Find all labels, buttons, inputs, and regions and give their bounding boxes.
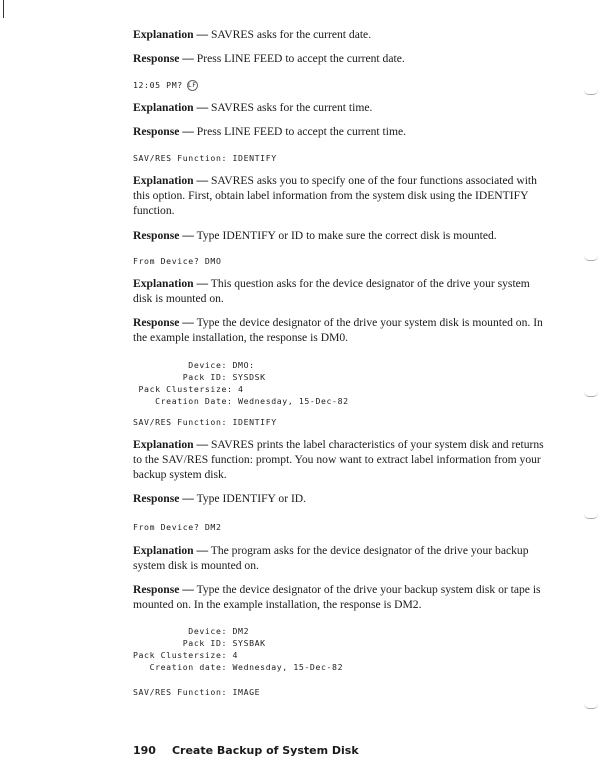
page-footer	[133, 744, 359, 757]
line-feed-key-icon: LF	[188, 82, 197, 89]
prompt-from-device-dm2: From Device? DM2	[133, 522, 222, 532]
margin-mark	[584, 392, 598, 397]
response-time: Response — Press LINE FEED to accept the current time.	[133, 125, 407, 138]
prompt-function-identify-2: SAV/RES Function: IDENTIFY	[133, 417, 277, 427]
prompt-time: 12:05 PM? LF	[133, 80, 197, 90]
prompt-function-identify: SAV/RES Function: IDENTIFY	[133, 153, 277, 163]
explanation-time: Explanation — SAVRES asks for the current time.	[133, 101, 373, 114]
margin-mark	[584, 90, 598, 95]
prompt-from-device-dm0: From Device? DMO	[133, 256, 222, 266]
prompt-function-image: SAV/RES Function: IMAGE	[133, 687, 261, 697]
response-identify-2: Response — Type IDENTIFY or ID.	[133, 492, 307, 505]
explanation-backup-device: Explanation — The program asks for the device designator of the drive your backup system disk is mounted on.	[133, 544, 529, 572]
page-number: 190	[133, 744, 156, 757]
system-disk-label-output: Device: DMO: Pack ID: SYSDSK Pack Clustersize: 4 Creation Date: Wednesday, 15-Dec-82	[138, 360, 349, 406]
margin-mark	[584, 704, 598, 709]
response-identify: Response — Type IDENTIFY or ID to make sure the correct disk is mounted.	[133, 229, 497, 242]
margin-mark	[584, 514, 598, 519]
scan-edge-mark	[3, 0, 4, 18]
response-backup-device: Response — Type the device designator of the drive your backup system disk or tape is mounted on. In the example installation, the response is DM2.	[133, 583, 541, 611]
margin-mark	[584, 256, 598, 261]
explanation-device: Explanation — This question asks for the device designator of the drive your system disk is mounted on.	[133, 277, 530, 305]
response-date: Response — Press LINE FEED to accept the current date.	[133, 52, 405, 65]
explanation-label-characteristics: Explanation — SAVRES prints the label characteristics of your system disk and returns to the SAV/RES function: prompt. You now want to extract label information from your backup system disk.	[133, 438, 544, 481]
explanation-functions: Explanation — SAVRES asks you to specify one of the four functions associated with this option. First, obtain label information from the system disk using the IDENTIFY function.	[133, 174, 537, 217]
backup-disk-label-output: Device: DM2 Pack ID: SYSBAK Pack Clustersize: 4 Creation date: Wednesday, 15-Dec-82	[133, 626, 344, 672]
explanation-date: Explanation — SAVRES asks for the current date.	[133, 28, 372, 41]
response-device: Response — Type the device designator of the drive your system disk is mounted on. In the example installation, the response is DM0.	[133, 316, 543, 344]
chapter-title: Create Backup of System Disk	[171, 744, 359, 757]
